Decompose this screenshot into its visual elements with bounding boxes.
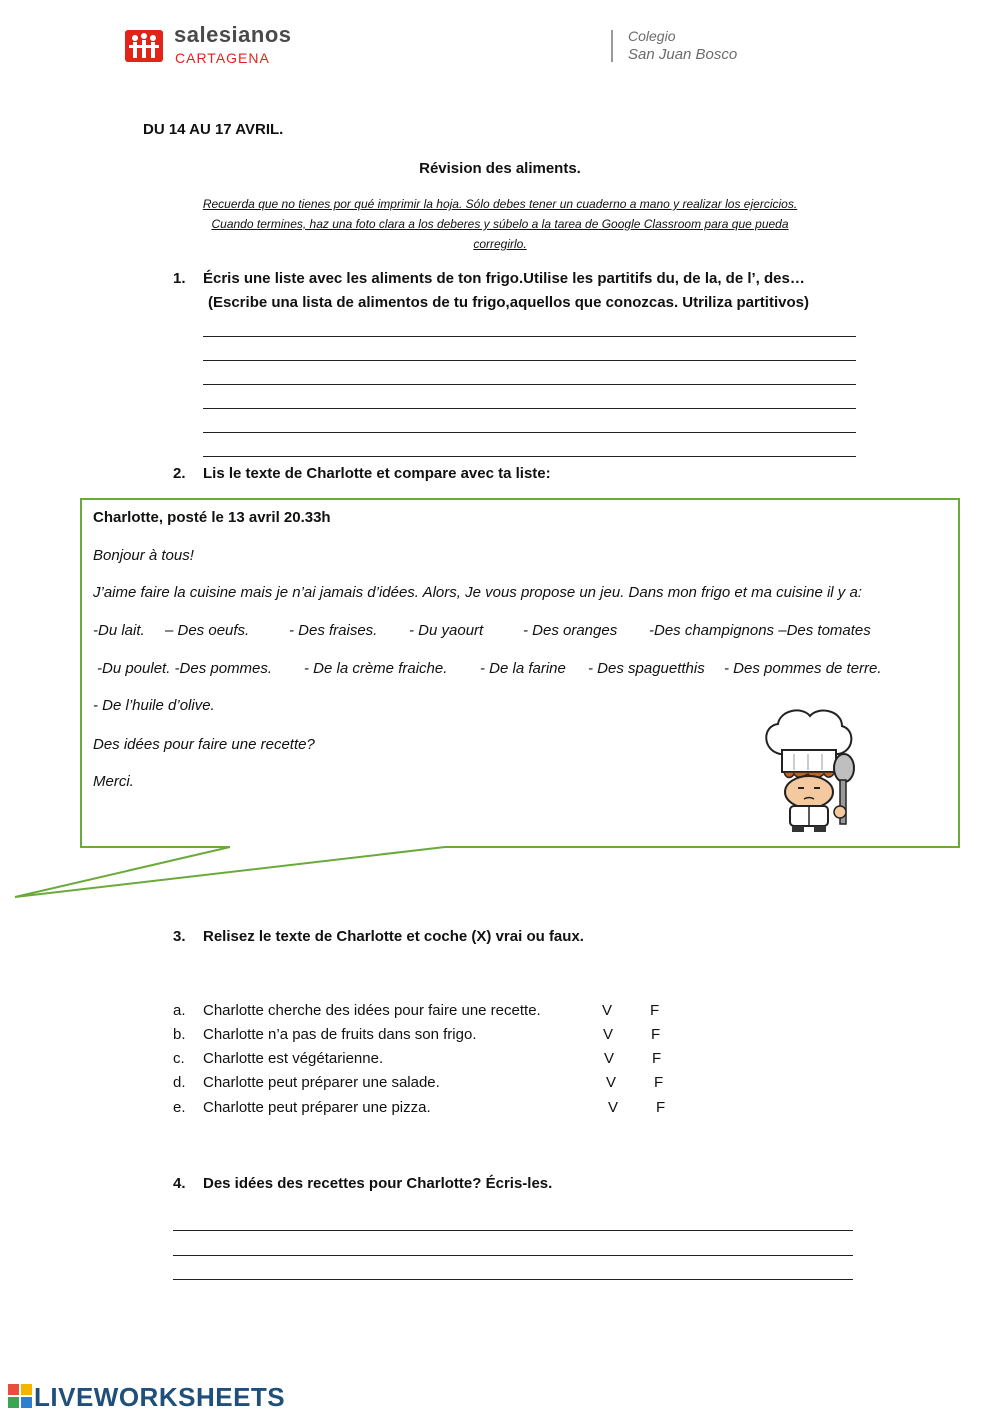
answer-line[interactable]	[173, 1230, 853, 1231]
question-4	[173, 1175, 552, 1192]
question-4-number: 4.	[173, 1175, 186, 1192]
item-letter: d.	[173, 1074, 186, 1091]
liveworksheets-logo-icon	[8, 1384, 32, 1408]
food-item: - Du yaourt	[409, 622, 484, 639]
answer-line[interactable]	[203, 336, 856, 337]
true-option[interactable]: V	[604, 1050, 615, 1067]
instruction-line-2: Cuando termines, haz una foto clara a los deberes y súbelo a la tarea de Google Classroom para que pueda	[211, 217, 789, 231]
item-letter: b.	[173, 1026, 186, 1043]
post-greeting: Bonjour à tous!	[93, 547, 194, 564]
item-letter: c.	[173, 1050, 185, 1067]
item-letter: e.	[173, 1099, 186, 1116]
food-item: -Du lait.	[93, 622, 145, 639]
liveworksheets-brand: LIVEWORKSHEETS	[34, 1382, 286, 1412]
food-item: -Du poulet. -Des pommes.	[97, 660, 273, 677]
item-letter: a.	[173, 1002, 186, 1019]
date-range: DU 14 AU 17 AVRIL.	[143, 121, 284, 138]
item-statement: Charlotte est végétarienne.	[203, 1050, 384, 1067]
answer-line[interactable]	[203, 360, 856, 361]
question-4-text: Des idées des recettes pour Charlotte? Écris-les.	[203, 1175, 553, 1192]
item-statement: Charlotte cherche des idées pour faire une recette.	[203, 1002, 541, 1019]
food-item: -Des champignons –Des tomates	[649, 622, 871, 639]
answer-line[interactable]	[203, 384, 856, 385]
answer-line[interactable]	[173, 1279, 853, 1280]
worksheet-title: Révision des aliments.	[419, 160, 581, 177]
true-false-item	[173, 1074, 693, 1094]
question-1-subtext: (Escribe una lista de alimentos de tu frigo,aquellos que conozcas. Utriliza partitivos)	[208, 294, 809, 311]
question-3	[173, 928, 584, 945]
question-3-number: 3.	[173, 928, 186, 945]
school-line-1: Colegio	[628, 28, 676, 44]
true-option[interactable]: V	[608, 1099, 619, 1116]
food-item: – Des oeufs.	[165, 622, 250, 639]
true-false-item	[173, 1099, 693, 1119]
false-option[interactable]: F	[656, 1099, 666, 1116]
post-thanks: Merci.	[93, 773, 134, 790]
false-option[interactable]: F	[650, 1002, 660, 1019]
item-statement: Charlotte peut préparer une salade.	[203, 1074, 440, 1091]
chef-illustration-icon	[758, 706, 858, 834]
false-option[interactable]: F	[654, 1074, 664, 1091]
answer-line[interactable]	[203, 408, 856, 409]
true-false-item	[173, 1050, 693, 1070]
food-item: - Des spaguetthis	[588, 660, 705, 677]
question-1-number: 1.	[173, 270, 186, 287]
false-option[interactable]: F	[651, 1026, 661, 1043]
false-option[interactable]: F	[652, 1050, 662, 1067]
post-question: Des idées pour faire une recette?	[93, 736, 315, 753]
instruction-line-1: Recuerda que no tienes por qué imprimir la hoja. Sólo debes tener un cuaderno a mano y realizar los ejercicios.	[202, 197, 798, 211]
true-option[interactable]: V	[603, 1026, 614, 1043]
question-2-number: 2.	[173, 465, 186, 482]
question-2	[173, 465, 551, 482]
question-1	[173, 270, 805, 287]
food-item: - De la crème fraiche.	[304, 660, 448, 677]
food-item: - De la farine	[480, 660, 566, 677]
question-3-text: Relisez le texte de Charlotte et coche (X) vrai ou faux.	[203, 928, 584, 945]
true-option[interactable]: V	[606, 1074, 617, 1091]
header-divider	[611, 30, 613, 62]
answer-line[interactable]	[203, 456, 856, 457]
food-item: - Des fraises.	[289, 622, 378, 639]
food-item: - Des pommes de terre.	[724, 660, 882, 677]
logo-city: CARTAGENA	[175, 50, 270, 66]
post-header: Charlotte, posté le 13 avril 20.33h	[93, 509, 331, 526]
question-1-text: Écris une liste avec les aliments de ton frigo.Utilise les partitifs du, de la, de l’, des…	[203, 270, 805, 287]
true-option[interactable]: V	[602, 1002, 613, 1019]
school-line-2: San Juan Bosco	[628, 46, 738, 63]
post-intro: J’aime faire la cuisine mais je n’ai jamais d’idées. Alors, Je vous propose un jeu. Dans mon frigo et ma cuisine il y a:	[93, 584, 862, 601]
answer-line[interactable]	[203, 432, 856, 433]
instruction-line-3: corregirlo.	[473, 237, 527, 251]
food-item: - Des oranges	[523, 622, 618, 639]
item-statement: Charlotte n’a pas de fruits dans son frigo.	[203, 1026, 477, 1043]
salesianos-logo-icon	[125, 30, 163, 62]
food-item: - De l’huile d’olive.	[93, 697, 215, 714]
logo-name: salesianos	[174, 22, 292, 47]
question-2-text: Lis le texte de Charlotte et compare avec ta liste:	[203, 465, 551, 482]
true-false-item	[173, 1026, 693, 1046]
true-false-item	[173, 1002, 693, 1022]
answer-line[interactable]	[173, 1255, 853, 1256]
item-statement: Charlotte peut préparer une pizza.	[203, 1099, 431, 1116]
